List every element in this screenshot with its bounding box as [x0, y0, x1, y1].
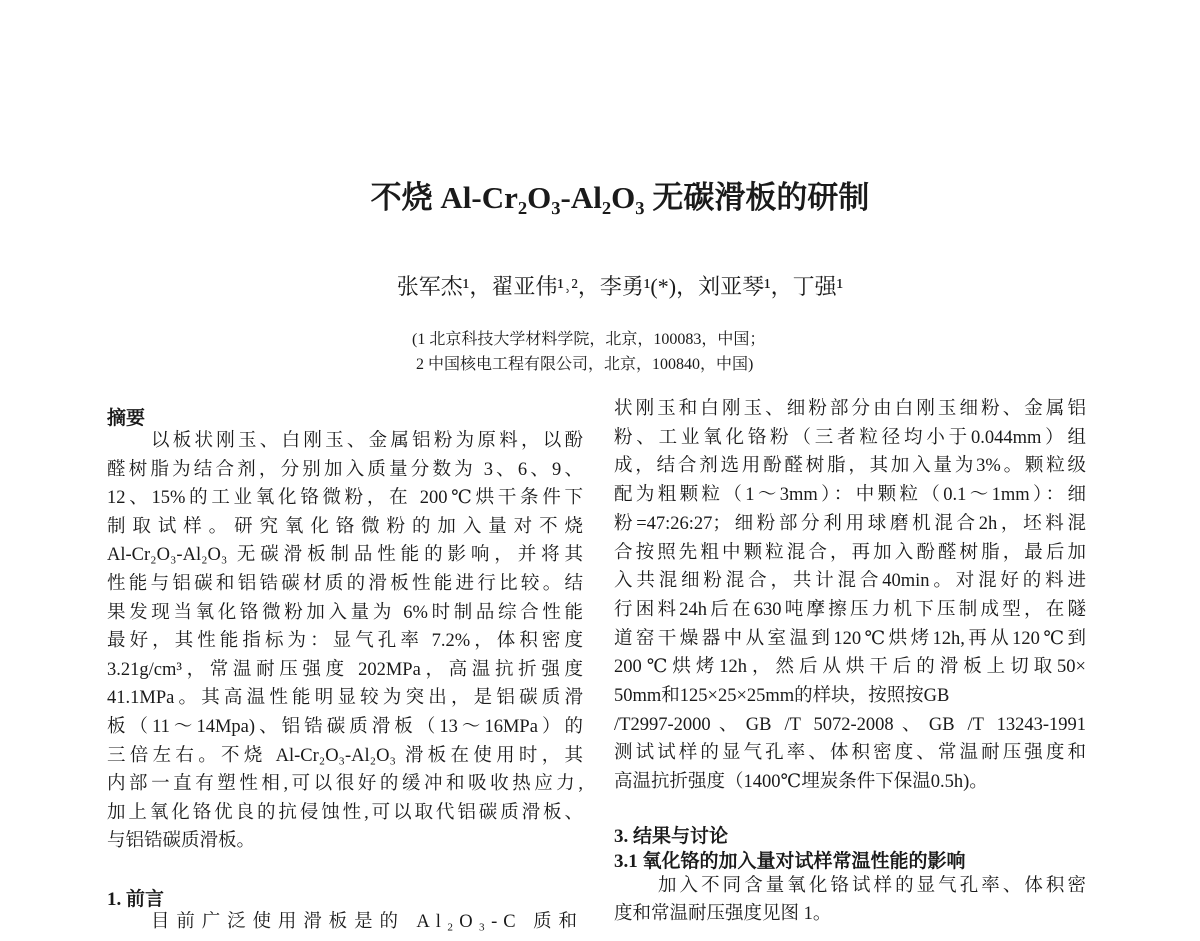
text-line: 3.21g/cm³，常温耐压强度 202MPa，高温抗折强度 [107, 659, 583, 680]
affiliation-1: (1 北京科技大学材料学院，北京，100083，中国； [412, 331, 766, 348]
text-line: 高温抗折强度（1400℃埋炭条件下保温0.5h)。 [614, 772, 988, 793]
text-line: 内部一直有塑性相,可以很好的缓冲和吸收热应力, [107, 774, 583, 795]
text-line: 50mm和125×25×25mm的样块，按照按GB [614, 686, 950, 706]
abstract-heading: 摘要 [107, 408, 146, 429]
text-line: 三倍左右。不烧 Al-Cr₂O₃-Al₂O₃ 滑板在使用时，其 [107, 745, 583, 766]
section-3-heading: 3. 结果与讨论 [614, 826, 729, 847]
text-line: 入共混细粉混合，共计混合40min。对混好的料进 [614, 571, 1086, 592]
text-line: 最好，其性能指标为：显气孔率 7.2%，体积密度 [107, 631, 583, 652]
text-line: 道窑干燥器中从室温到120℃烘烤12h,再从120℃到 [614, 628, 1086, 649]
text-line: 加上氧化铬优良的抗侵蚀性,可以取代铝碳质滑板、 [107, 802, 583, 823]
intro-heading: 1. 前言 [107, 889, 165, 910]
text-line: 测试试样的显气孔率、体积密度、常温耐压强度和 [614, 743, 1086, 764]
paper-title: 不烧 Al-Cr₂O₃-Al₂O₃ 无碳滑板的研制 [370, 180, 870, 215]
text-line: /T2997-2000、GB /T 5072-2008、GB /T 13243-1991 [614, 714, 1086, 735]
text-line: 板（11～14Mpa)、铝锆碳质滑板（13～16MPa）的 [107, 717, 583, 737]
text-line: 成，结合剂选用酚醛树脂，其加入量为3%。颗粒级 [614, 456, 1086, 477]
text-line: 醛树脂为结合剂，分别加入质量分数为 3、6、9、 [107, 459, 583, 480]
author-list: 张军杰¹，翟亚伟¹˒²，李勇¹(*)，刘亚琴¹，丁强¹ [396, 274, 844, 299]
text-line: 配为粗颗粒（1～3mm）：中颗粒（0.1～1mm）：细 [614, 485, 1086, 506]
text-line: 与铝锆碳质滑板。 [107, 831, 256, 852]
text-line: 以板状刚玉、白刚玉、金属铝粉为原料，以酚 [151, 431, 583, 451]
section-3-1-line: 加入不同含量氧化铬试样的显气孔率、体积密 [658, 876, 1086, 896]
text-line: 200℃烘烤12h，然后从烘干后的滑板上切取50× [614, 657, 1086, 678]
intro-line: 目前广泛使用滑板是的 Al₂O₃-C 质和 [151, 912, 583, 932]
text-line: 果发现当氧化铬微粉加入量为 6%时制品综合性能 [107, 602, 583, 623]
section-3-1-heading: 3.1 氧化铬的加入量对试样常温性能的影响 [614, 851, 966, 872]
text-line: 合按照先粗中颗粒混合，再加入酚醛树脂，最后加 [614, 542, 1086, 563]
text-line: 状刚玉和白刚玉、细粉部分由白刚玉细粉、金属铝 [614, 399, 1086, 419]
text-line: 41.1MPa。其高温性能明显较为突出，是铝碳质滑 [107, 688, 583, 709]
text-line: 12、15%的工业氧化铬微粉，在 200℃烘干条件下 [107, 488, 583, 509]
text-line: Al-Cr₂O₃-Al₂O₃ 无碳滑板制品性能的影响，并将其 [107, 545, 583, 566]
section-3-1-line: 度和常温耐压强度见图 1。 [614, 904, 832, 924]
text-line: 粉=47:26:27；细粉部分利用球磨机混合2h，坯料混 [614, 513, 1086, 534]
text-line: 粉、工业氧化铬粉（三者粒径均小于0.044mm）组 [614, 427, 1086, 448]
affiliation-2: 2 中国核电工程有限公司，北京，100840，中国) [412, 356, 754, 373]
text-line: 制取试样。研究氧化铬微粉的加入量对不烧 [107, 516, 583, 537]
text-line: 行困料24h后在630吨摩擦压力机下压制成型，在隧 [614, 599, 1086, 620]
text-line: 性能与铝碳和铝锆碳材质的滑板性能进行比较。结 [107, 574, 583, 594]
